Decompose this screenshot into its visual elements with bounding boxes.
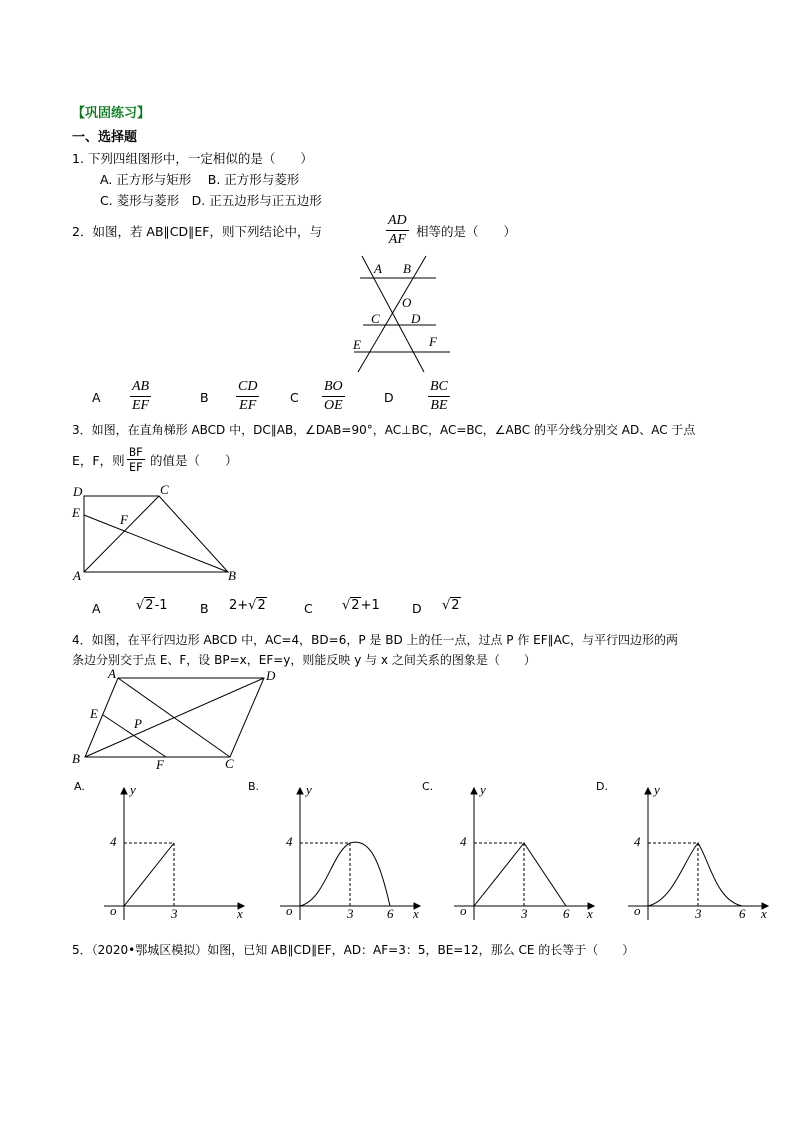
q4-graph-a-letter: A.	[74, 780, 85, 793]
q3-label-C: C	[160, 482, 169, 497]
q2-option-a-frac	[130, 379, 151, 414]
section-title: 【巩固练习】	[72, 106, 151, 121]
q3-option-a-rad: 2	[145, 598, 154, 613]
q4-graph-d-xtick: 3	[695, 906, 702, 921]
q4-figure	[68, 668, 288, 774]
q4-graph-d-letter: D.	[596, 780, 608, 793]
q4-graph-a	[94, 782, 254, 922]
q4-graph-a-xlabel: x	[237, 906, 243, 921]
q4-graph-d-xlabel: x	[761, 906, 767, 921]
q2-label-O: O	[402, 295, 412, 310]
q1-stem: 1. 下列四组图形中，一定相似的是（ ）	[72, 151, 313, 166]
q2-option-c-letter: C	[290, 390, 299, 405]
q2-label-D: D	[411, 311, 421, 326]
q3-label-D: D	[73, 484, 83, 499]
q3-frac-den: EF	[129, 460, 143, 474]
q4-stem-line2: 条边分别交于点 E、F，设 BP=x，EF=y，则能反映 y 与 x 之间关系的图象是（ ）	[72, 653, 536, 667]
q2-option-a-den: EF	[132, 398, 150, 413]
q4-graph-c-xlabel: x	[587, 906, 593, 921]
q3-stem-line2-b: 的值是（ ）	[150, 453, 238, 468]
q4-graph-a-xtick: 3	[171, 906, 178, 921]
q3-label-B: B	[228, 568, 236, 583]
q2-frac-den: AF	[388, 232, 406, 247]
q2-option-b-num: CD	[236, 379, 259, 397]
q4-label-P: P	[134, 716, 142, 731]
q4-graph-a-ytick: 4	[110, 834, 117, 849]
section-subtitle: 一、选择题	[72, 130, 138, 145]
q3-option-a-letter: A	[92, 601, 101, 616]
q3-label-F: F	[120, 512, 128, 527]
q2-label-B: B	[403, 261, 411, 276]
q2-label-F: F	[429, 334, 437, 349]
q3-option-b-rad: 2	[257, 598, 266, 613]
q3-stem-fraction	[127, 446, 145, 473]
q4-stem-line1: 4．如图，在平行四边形 ABCD 中，AC=4，BD=6，P 是 BD 上的任一点，过点 P 作 EF∥AC，与平行四边形的两	[72, 633, 679, 647]
q2-option-a-letter: A	[92, 390, 101, 405]
q4-graph-c-letter: C.	[422, 780, 434, 793]
q2-stem-a: 2．如图，若 AB∥CD∥EF，则下列结论中，与	[72, 224, 322, 239]
q2-option-d-letter: D	[384, 390, 394, 405]
q4-graph-d	[618, 782, 778, 922]
q4-graph-b-xtick2: 6	[387, 906, 394, 921]
q3-option-b-value: 2+√2	[229, 598, 266, 613]
q4-graph-c-xtick2: 6	[563, 906, 570, 921]
q4-graph-b-xtick: 3	[347, 906, 354, 921]
q2-option-b-den: EF	[239, 398, 257, 413]
q2-option-c-frac	[322, 379, 345, 414]
q4-graph-d-ylabel: y	[654, 782, 660, 797]
q3-option-b-letter: B	[200, 601, 209, 616]
q4-label-C: C	[225, 756, 234, 771]
q4-label-E: E	[90, 706, 98, 721]
q4-label-A: A	[108, 666, 116, 681]
q2-figure	[340, 252, 460, 377]
q2-stem-fraction	[386, 213, 409, 248]
q3-option-d-rad: 2	[451, 598, 460, 613]
q2-label-A: A	[374, 261, 382, 276]
q4-graph-b-xlabel: x	[413, 906, 419, 921]
q4-graph-c-xtick: 3	[521, 906, 528, 921]
q4-label-B: B	[72, 751, 80, 766]
q2-option-a-num: AB	[130, 379, 151, 397]
q4-graph-d-ytick: 4	[634, 834, 641, 849]
q4-graph-b-ytick: 4	[286, 834, 293, 849]
q2-option-b-frac	[236, 379, 259, 414]
q3-frac-num: BF	[129, 445, 143, 459]
q4-label-D: D	[266, 668, 276, 683]
q3-stem-line2-a: E，F，则	[72, 453, 125, 468]
q2-frac-num: AD	[386, 213, 409, 231]
q3-option-b-pre: 2+	[229, 598, 249, 613]
q4-graph-c	[444, 782, 604, 922]
q4-graph-b-origin: o	[286, 903, 293, 918]
q4-graph-c-ylabel: y	[480, 782, 486, 797]
q2-option-c-num: BO	[322, 379, 345, 397]
q3-figure	[68, 482, 243, 584]
q1-options-line2: C. 菱形与菱形 D. 正五边形与正五边形	[100, 193, 322, 208]
q4-graph-c-ytick: 4	[460, 834, 467, 849]
q3-option-c-post: +1	[360, 598, 380, 613]
q1-options-line1: A. 正方形与矩形 B. 正方形与菱形	[100, 172, 300, 187]
q4-graph-d-origin: o	[634, 903, 641, 918]
q3-option-a-post: -1	[154, 598, 168, 613]
q2-stem-b: 相等的是（ ）	[416, 224, 517, 239]
q3-option-c-value: √2+1	[342, 598, 380, 613]
q2-label-C: C	[371, 311, 380, 326]
q4-graph-c-origin: o	[460, 903, 467, 918]
q4-graph-a-origin: o	[110, 903, 117, 918]
q4-graph-b-ylabel: y	[306, 782, 312, 797]
q3-label-A: A	[73, 568, 81, 583]
q3-option-d-value: √2	[442, 598, 460, 613]
q4-label-F: F	[156, 757, 164, 772]
q3-label-E: E	[72, 505, 80, 520]
q4-graph-d-xtick2: 6	[739, 906, 746, 921]
q3-option-d-letter: D	[412, 601, 422, 616]
q3-option-c-letter: C	[304, 601, 313, 616]
q2-option-d-num: BC	[428, 379, 450, 397]
q2-label-E: E	[353, 337, 361, 352]
q2-option-d-den: BE	[430, 398, 448, 413]
q4-graph-b	[270, 782, 430, 922]
q4-graph-a-ylabel: y	[130, 782, 136, 797]
q5-stem: 5．（2020•鄂城区模拟）如图，已知 AB∥CD∥EF，AD：AF=3：5，BE=12，那么 CE 的长等于（ ）	[72, 943, 635, 957]
q2-option-d-frac	[428, 379, 450, 414]
q2-option-b-letter: B	[200, 390, 209, 405]
q3-option-c-rad: 2	[351, 598, 360, 613]
q3-stem: 3．如图，在直角梯形 ABCD 中，DC∥AB，∠DAB=90°，AC⊥BC，AC=BC，∠ABC 的平分线分别交 AD、AC 于点	[72, 423, 696, 437]
q3-option-a-value: √2-1	[136, 598, 168, 613]
q2-option-c-den: OE	[324, 398, 343, 413]
q4-graph-b-letter: B.	[248, 780, 260, 793]
